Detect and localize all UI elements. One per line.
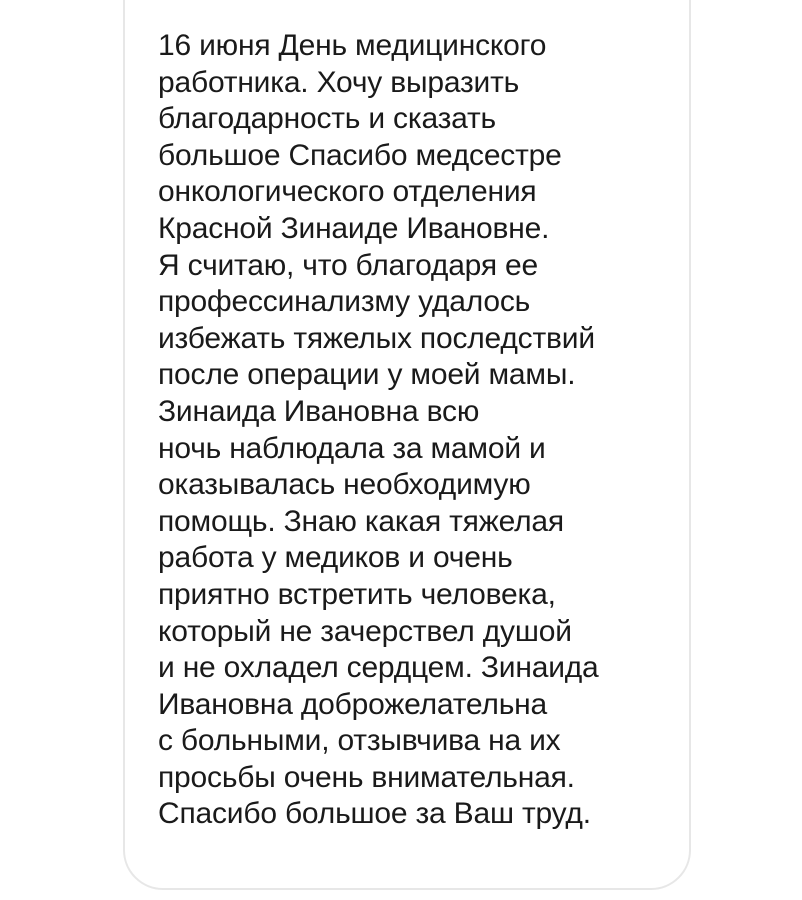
message-line: и не охладел сердцем. Зинаида <box>158 651 599 685</box>
message-text <box>158 28 678 833</box>
message-line: Зинаида Ивановна всю <box>158 394 480 428</box>
message-line: большое Спасибо медсестре <box>158 138 562 172</box>
message-line: который не зачерствел душой <box>158 614 572 648</box>
message-line: приятно встретить человека, <box>158 577 556 611</box>
message-line: избежать тяжелых последствий <box>158 321 595 355</box>
message-line: Спасибо большое за Ваш труд. <box>158 797 591 831</box>
message-line: просьбы очень внимательная. <box>158 760 575 794</box>
message-line: онкологического отделения <box>158 175 537 209</box>
message-line: оказывалась необходимую <box>158 468 531 502</box>
message-line: помощь. Знаю какая тяжелая <box>158 504 564 538</box>
message-line: работа у медиков и очень <box>158 541 513 575</box>
message-line: Красной Зинаиде Ивановне. <box>158 211 550 245</box>
message-line: ночь наблюдала за мамой и <box>158 431 546 465</box>
message-line: 16 июня День медицинского <box>158 29 547 62</box>
message-line: профессинализму удалось <box>158 285 531 319</box>
message-line: работника. Хочу выразить <box>158 65 520 99</box>
message-line: с больными, отзывчива на их <box>158 724 561 758</box>
message-line: после операции у моей мамы. <box>158 358 576 392</box>
message-line: благодарность и сказать <box>158 102 496 136</box>
message-line: Я считаю, что благодаря ее <box>158 248 538 282</box>
message-line: Ивановна доброжелательна <box>158 687 547 721</box>
